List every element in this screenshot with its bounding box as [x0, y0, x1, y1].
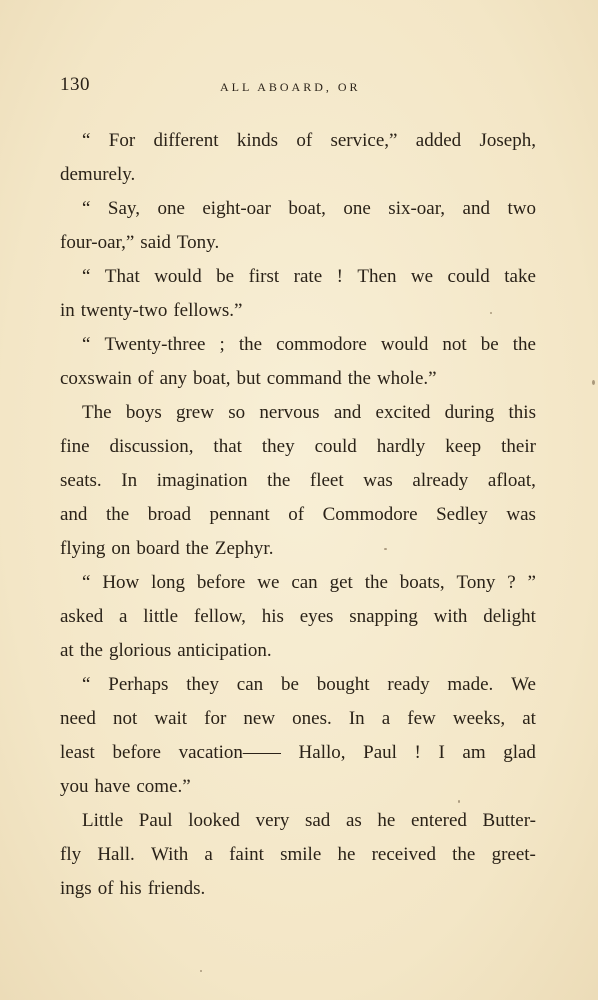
word: flying	[60, 538, 106, 559]
word: ?	[507, 572, 516, 593]
text-line	[60, 532, 536, 566]
word: For	[108, 130, 136, 151]
word: Paul	[138, 810, 173, 831]
word: at	[522, 708, 536, 729]
text-line	[60, 804, 536, 838]
word: not	[112, 708, 138, 729]
word: the	[105, 504, 130, 525]
word: during	[444, 402, 495, 423]
word: his	[119, 878, 142, 899]
word: service,”	[330, 130, 398, 151]
word: for	[204, 708, 227, 729]
word: be	[480, 334, 499, 355]
word: nervous	[259, 402, 320, 423]
word: Tony	[456, 572, 496, 593]
word: Joseph,	[479, 130, 536, 151]
word: am	[462, 742, 486, 763]
word: of	[137, 368, 154, 389]
text-line	[60, 192, 536, 226]
word: first	[248, 266, 280, 287]
word: pennant	[209, 504, 270, 525]
word: would	[154, 266, 202, 287]
word: added	[415, 130, 462, 151]
word: was	[506, 504, 536, 525]
word: need	[60, 708, 96, 729]
text-line	[60, 600, 536, 634]
word: We	[511, 674, 536, 695]
word: That	[104, 266, 140, 287]
word: already	[412, 470, 469, 491]
word: before	[196, 572, 246, 593]
word: get	[329, 572, 353, 593]
word: be	[281, 674, 299, 695]
word: you	[60, 776, 89, 797]
word: the	[79, 640, 103, 661]
text-line	[60, 226, 536, 260]
word: not	[442, 334, 467, 355]
word: the	[452, 844, 476, 865]
word: afloat,	[487, 470, 536, 491]
word: snapping	[349, 606, 418, 627]
word: be	[216, 266, 235, 287]
word: excited	[375, 402, 431, 423]
word: discussion,	[109, 436, 194, 457]
body-text	[60, 124, 536, 906]
word: anticipation.	[177, 640, 272, 661]
word: Say,	[107, 198, 140, 219]
word: little	[143, 606, 179, 627]
word: Hallo,	[298, 742, 346, 763]
word: fellows.”	[173, 300, 243, 321]
word: the	[267, 470, 291, 491]
word: one	[157, 198, 185, 219]
word: Commodore	[322, 504, 418, 525]
text-line	[60, 158, 536, 192]
text-line	[60, 328, 536, 362]
word: ”	[527, 572, 536, 593]
word: broad	[147, 504, 191, 525]
word: this	[508, 402, 536, 423]
word: of	[97, 878, 114, 899]
word: have	[94, 776, 131, 797]
word: boat,	[288, 198, 326, 219]
word: two	[507, 198, 536, 219]
text-line	[60, 464, 536, 498]
word: “	[82, 130, 91, 151]
word: very	[255, 810, 290, 831]
word: imagination	[156, 470, 248, 491]
word: said	[140, 232, 171, 253]
word: I	[438, 742, 445, 763]
word: fine	[60, 436, 90, 457]
word: the	[364, 572, 388, 593]
text-line	[60, 770, 536, 804]
word: and	[333, 402, 362, 423]
word: faint	[229, 844, 264, 865]
word: How	[102, 572, 140, 593]
word: that	[213, 436, 242, 457]
word: command	[266, 368, 342, 389]
word: Sedley	[436, 504, 488, 525]
word: “	[82, 572, 91, 593]
paper-speck	[384, 548, 387, 550]
word: vacation——	[178, 742, 281, 763]
word: we	[410, 266, 434, 287]
word: wait	[154, 708, 188, 729]
word: different	[153, 130, 219, 151]
text-line	[60, 702, 536, 736]
word: ready	[387, 674, 430, 695]
word: four-oar,”	[60, 232, 135, 253]
word: the	[347, 368, 371, 389]
word: hardly	[376, 436, 426, 457]
word: received	[371, 844, 436, 865]
word: glorious	[108, 640, 172, 661]
word: can	[236, 674, 264, 695]
word: take	[504, 266, 536, 287]
word: commodore	[276, 334, 367, 355]
text-line	[60, 124, 536, 158]
text-line	[60, 634, 536, 668]
text-line	[60, 498, 536, 532]
word: kinds	[236, 130, 279, 151]
word: six-oar,	[388, 198, 446, 219]
word: ings	[60, 878, 92, 899]
text-line	[60, 566, 536, 600]
word: the	[185, 538, 209, 559]
word: Little	[82, 810, 124, 831]
paper-speck	[458, 800, 460, 803]
word: Twenty-three	[104, 334, 206, 355]
word: delight	[483, 606, 536, 627]
word: With	[150, 844, 189, 865]
word: greet-	[491, 844, 536, 865]
word: before	[112, 742, 161, 763]
word: come.”	[136, 776, 191, 797]
word: their	[501, 436, 536, 457]
word: could	[314, 436, 357, 457]
word: with	[433, 606, 468, 627]
word: entered	[411, 810, 467, 831]
word: In	[121, 470, 138, 491]
paper-speck	[490, 312, 492, 314]
word: could	[447, 266, 490, 287]
word: demurely.	[60, 164, 136, 185]
text-line	[60, 838, 536, 872]
word: a	[119, 606, 128, 627]
word: the	[512, 334, 536, 355]
word: at	[60, 640, 74, 661]
word: boat,	[193, 368, 231, 389]
text-line	[60, 260, 536, 294]
text-line	[60, 668, 536, 702]
word: a	[381, 708, 391, 729]
word: few	[407, 708, 436, 729]
word: his	[261, 606, 284, 627]
word: friends.	[147, 878, 206, 899]
word: so	[228, 402, 246, 423]
word: whole.”	[376, 368, 437, 389]
word: fleet	[309, 470, 344, 491]
word: fellow,	[193, 606, 246, 627]
word: long	[151, 572, 185, 593]
word: The	[82, 402, 112, 423]
text-line	[60, 736, 536, 770]
word: coxswain	[60, 368, 132, 389]
word: Tony.	[176, 232, 220, 253]
word: rate	[293, 266, 323, 287]
word: he	[337, 844, 356, 865]
word: weeks,	[452, 708, 506, 729]
word: fly	[60, 844, 82, 865]
word: !	[414, 742, 421, 763]
word: can	[291, 572, 318, 593]
word: new	[243, 708, 276, 729]
word: Paul	[363, 742, 397, 763]
word: boats,	[399, 572, 445, 593]
word: sad	[304, 810, 331, 831]
word: asked	[60, 606, 104, 627]
text-line	[60, 872, 536, 906]
paper-speck	[592, 380, 595, 385]
word: !	[336, 266, 343, 287]
word: of	[288, 504, 305, 525]
word: smile	[280, 844, 322, 865]
word: seats.	[60, 470, 102, 491]
word: on	[111, 538, 131, 559]
word: least	[60, 742, 95, 763]
word: Perhaps	[108, 674, 169, 695]
word: but	[236, 368, 261, 389]
word: “	[82, 674, 91, 695]
word: glad	[503, 742, 536, 763]
word: “	[82, 266, 91, 287]
word: “	[82, 334, 91, 355]
text-line	[60, 430, 536, 464]
word: Hall.	[97, 844, 135, 865]
word: a	[204, 844, 213, 865]
running-title: ALL ABOARD, OR	[220, 80, 361, 94]
word: ;	[219, 334, 225, 355]
word: they	[261, 436, 295, 457]
word: and	[60, 504, 88, 525]
word: looked	[188, 810, 240, 831]
word: “	[82, 198, 91, 219]
text-line	[60, 362, 536, 396]
word: one	[343, 198, 371, 219]
word: boys	[125, 402, 162, 423]
word: Then	[357, 266, 397, 287]
text-line	[60, 294, 536, 328]
page-header	[60, 74, 538, 104]
word: made.	[447, 674, 494, 695]
word: ones.	[292, 708, 332, 729]
page-number: 130	[60, 74, 90, 95]
word: we	[257, 572, 280, 593]
word: eight-oar	[202, 198, 271, 219]
word: Zephyr.	[214, 538, 274, 559]
word: grew	[175, 402, 214, 423]
word: and	[462, 198, 490, 219]
word: he	[377, 810, 396, 831]
word: as	[345, 810, 362, 831]
word: bought	[316, 674, 370, 695]
word: would	[380, 334, 429, 355]
word: Butter-	[482, 810, 536, 831]
word: the	[238, 334, 263, 355]
word: any	[159, 368, 188, 389]
word: they	[186, 674, 219, 695]
paper-speck	[200, 970, 202, 972]
word: of	[296, 130, 313, 151]
word: keep	[445, 436, 482, 457]
word: In	[348, 708, 365, 729]
word: board	[136, 538, 180, 559]
word: eyes	[299, 606, 334, 627]
word: twenty-two	[80, 300, 168, 321]
word: was	[363, 470, 393, 491]
word: in	[60, 300, 75, 321]
text-line	[60, 396, 536, 430]
